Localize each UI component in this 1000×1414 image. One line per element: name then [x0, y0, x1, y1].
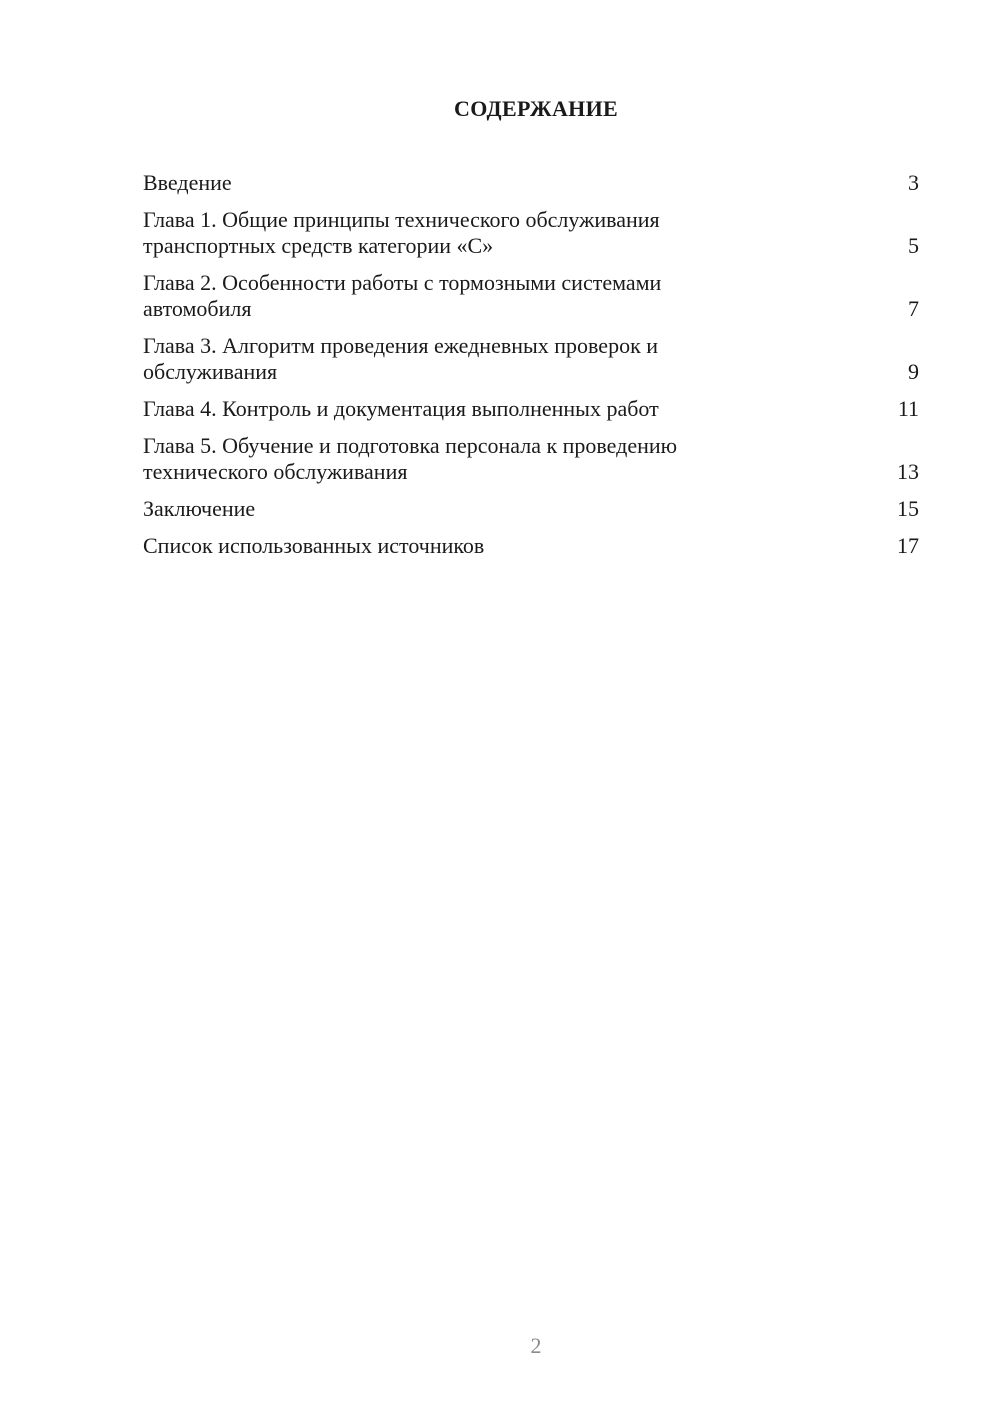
- toc-list: [143, 170, 919, 570]
- toc-entry-text: Заключение: [143, 496, 256, 521]
- toc-title: СОДЕРЖАНИЕ: [454, 96, 618, 121]
- toc-entry-page: 9: [908, 359, 919, 384]
- toc-entry-chapter-1[interactable]: [143, 207, 919, 259]
- toc-entry-page: 11: [897, 396, 919, 421]
- toc-entry-conclusion[interactable]: [143, 496, 919, 522]
- toc-entry-text: Глава 3. Алгоритм проведения ежедневных проверок и обслуживания: [143, 333, 659, 384]
- toc-entry-chapter-2[interactable]: [143, 270, 919, 322]
- toc-entry-text: Список использованных источников: [143, 533, 485, 558]
- toc-entry-text: Введение: [143, 170, 232, 195]
- toc-entry-page: 5: [908, 233, 919, 258]
- toc-entry-text: Глава 1. Общие принципы технического обслуживания транспортных средств категории «С»: [143, 207, 660, 258]
- toc-entry-chapter-5[interactable]: [143, 433, 919, 485]
- toc-entry-chapter-3[interactable]: [143, 333, 919, 385]
- toc-entry-page: 7: [908, 296, 919, 321]
- toc-entry-page: 17: [897, 533, 919, 558]
- toc-entry-page: 3: [908, 170, 919, 195]
- toc-entry-page: 15: [897, 496, 919, 521]
- toc-entry-introduction[interactable]: [143, 170, 919, 196]
- toc-entry-text: Глава 5. Обучение и подготовка персонала к проведению технического обслуживания: [143, 433, 678, 484]
- toc-entry-text: Глава 4. Контроль и документация выполненных работ: [143, 396, 659, 421]
- toc-entry-chapter-4[interactable]: [143, 396, 919, 422]
- toc-entry-text: Глава 2. Особенности работы с тормозными системами автомобиля: [143, 270, 662, 321]
- toc-entry-references[interactable]: [143, 533, 919, 559]
- page-number: 2: [530, 1333, 542, 1358]
- toc-entry-page: 13: [897, 459, 919, 484]
